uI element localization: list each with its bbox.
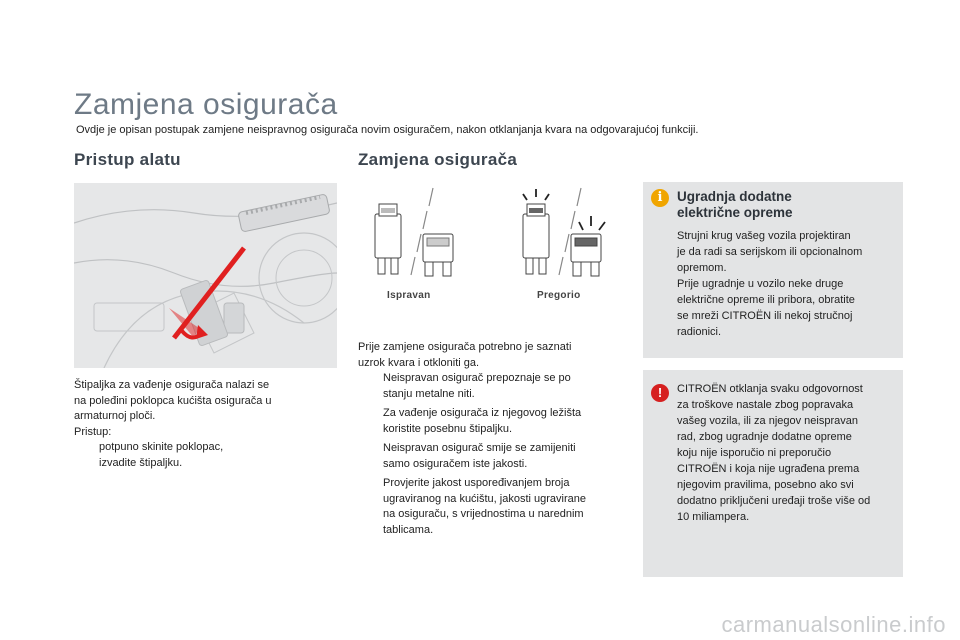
dashboard-drawing (74, 183, 337, 368)
info-heading: Ugradnja dodatne električne opreme (677, 189, 793, 220)
section-title-access: Pristup alatu (74, 150, 181, 169)
section-title-replace: Zamjena osigurača (358, 150, 518, 169)
info-text: Strujni krug vašeg vozila projektiran je da radi sa serijskom ili opcionalnom opremom. Prije ugradnje u vozilo neke druge električne opreme ili pribora, obratite se mreži CITROËN ili nekoj stručnoj radionici. (677, 230, 863, 338)
info-icon: i (651, 189, 669, 207)
access-line-1: Štipaljka za vađenje osigurača nalazi se (74, 379, 270, 391)
page-title: Zamjena osigurača (74, 88, 338, 121)
info-panel (643, 182, 903, 358)
watermark: carmanualsonline.info (721, 612, 946, 637)
access-line-3: armaturnoj ploči. (74, 410, 156, 422)
list-item: Neispravan osigurač prepoznaje se po stanju metalne niti. (383, 372, 571, 400)
warning-text: CITROËN otklanja svaku odgovornost za troškove nastale zbog popravaka vašeg vozila, ili za njegov neispravan rad, zbog ugradnje dodatne opreme koju nije isporučio ni preporučio CITROËN i koja nije ugrađena prema njegovim pravilima, posebno ako svi dodatno priključeni uređaji troše više od 10 miliampera. (677, 383, 871, 523)
list-item: izvadite štipaljku. (99, 456, 183, 469)
label-blown: Pregorio (537, 290, 581, 301)
list-item: Neispravan osigurač smije se zamijeniti samo osiguračem iste jakosti. (383, 442, 576, 470)
warning-icon: ! (651, 384, 669, 402)
fuse-ok-icon (365, 186, 465, 284)
access-label: Pristup: (74, 425, 112, 438)
access-line-2: na poleđini poklopca kućišta osigurača u (74, 394, 272, 407)
list-item: Za vađenje osigurača iz njegovog ležišta koristite posebnu štipaljku. (383, 407, 582, 435)
replace-intro-line-2: uzrok kvara i otkloniti ga. (358, 356, 480, 369)
replace-description (358, 340, 623, 538)
access-steps (74, 440, 336, 471)
intro-text: Ovdje je opisan postupak zamjene neispravnog osigurača novim osiguračem, nakon otklanjanja kvara na odgovarajućoj funkciji. (76, 124, 699, 136)
access-description (74, 378, 336, 471)
label-ok: Ispravan (387, 290, 431, 301)
fuse-blown-icon (513, 186, 613, 284)
fuse-box-illustration (74, 183, 337, 368)
warning-panel (643, 370, 903, 577)
list-item: Provjerite jakost uspoređivanjem broja ugraviranog na kućištu, jakosti ugravirane na osiguraču, s vrijednostima u narednim tablicama. (383, 477, 587, 536)
replace-bullets (358, 371, 623, 538)
replace-intro-line-1: Prije zamjene osigurača potrebno je saznati (358, 341, 572, 353)
list-item: potpuno skinite poklopac, (99, 441, 224, 453)
